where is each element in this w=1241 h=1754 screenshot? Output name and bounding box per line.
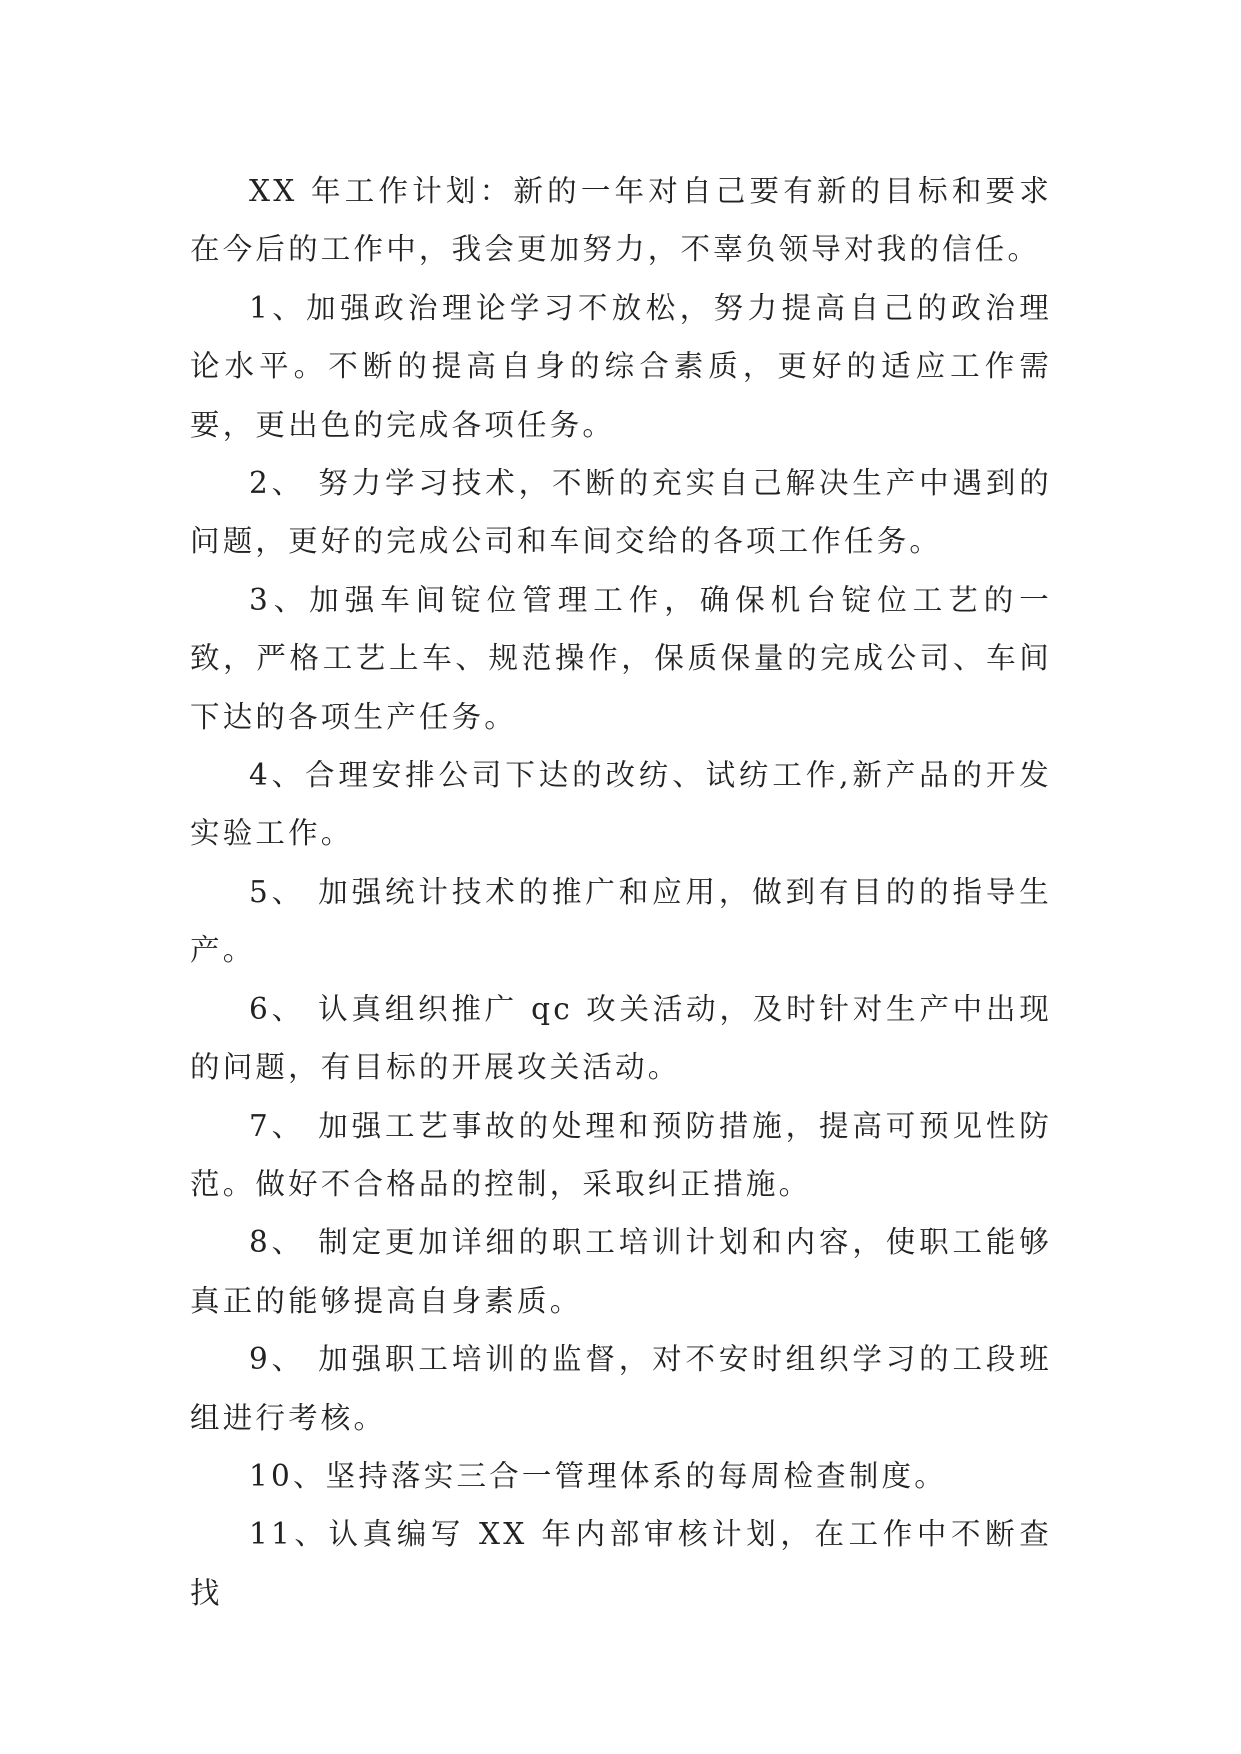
paragraph-item-1: 1、加强政治理论学习不放松，努力提高自己的政治理论水平。不断的提高自身的综合素质，更好的适应工作需要，更出色的完成各项任务。 xyxy=(190,290,1052,442)
paragraph-item-3: 3、加强车间锭位管理工作，确保机台锭位工艺的一致，严格工艺上车、规范操作，保质保量的完成公司、车间下达的各项生产任务。 xyxy=(190,582,1052,734)
paragraph-item-10: 10、坚持落实三合一管理体系的每周检查制度。 xyxy=(249,1458,947,1493)
paragraph-item-2: 2、 努力学习技术，不断的充实自己解决生产中遇到的问题，更好的完成公司和车间交给的各项工作任务。 xyxy=(190,466,1052,559)
paragraph-item-9: 9、 加强职工培训的监督，对不安时组织学习的工段班组进行考核。 xyxy=(190,1342,1052,1435)
paragraph-intro: XX 年工作计划：新的一年对自己要有新的目标和要求在今后的工作中，我会更加努力，不辜负领导对我的信任。 xyxy=(190,174,1052,267)
paragraph-item-6: 6、 认真组织推广 qc 攻关活动，及时针对生产中出现的问题，有目标的开展攻关活动。 xyxy=(190,991,1052,1085)
paragraph-item-11: 11、认真编写 XX 年内部审核计划，在工作中不断查找 xyxy=(190,1517,1052,1610)
paragraph-item-7: 7、 加强工艺事故的处理和预防措施，提高可预见性防范。做好不合格品的控制，采取纠正措施。 xyxy=(190,1108,1052,1201)
paragraph-item-5: 5、 加强统计技术的推广和应用，做到有目的的指导生产。 xyxy=(190,874,1052,968)
paragraph-item-8: 8、 制定更加详细的职工培训计划和内容，使职工能够真正的能够提高自身素质。 xyxy=(190,1225,1052,1318)
document-body xyxy=(190,162,1052,1622)
paragraph-item-4: 4、合理安排公司下达的改纺、试纺工作,新产品的开发实验工作。 xyxy=(190,758,1052,851)
